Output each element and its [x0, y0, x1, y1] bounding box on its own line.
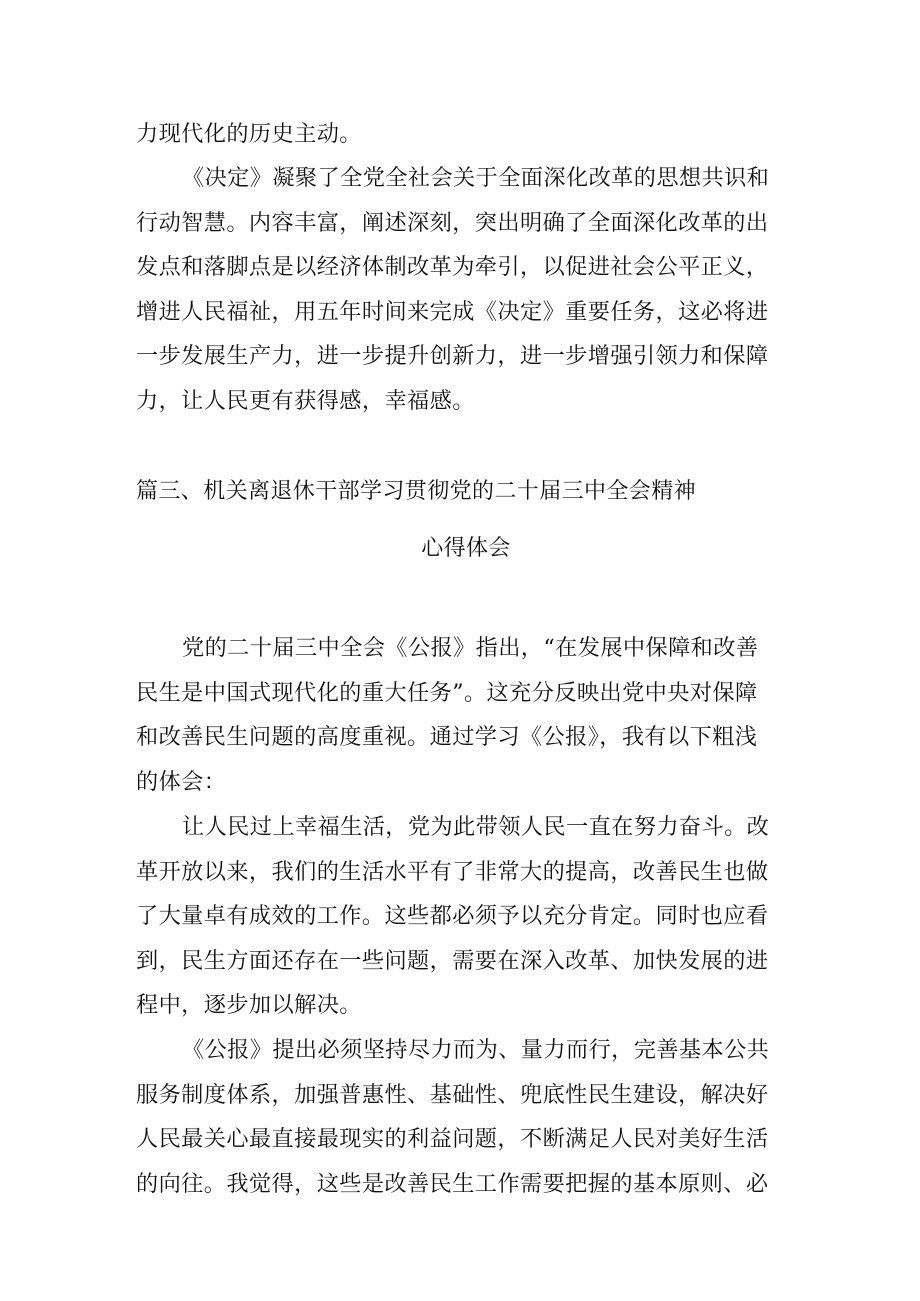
text-line: 到，民生方面还存在一些问题，需要在深入改革、加快发展的进	[136, 947, 769, 974]
text-line: 民生是中国式现代化的重大任务”。这充分反映出党中央对保障	[136, 679, 758, 706]
text-line: 革开放以来，我们的生活水平有了非常大的提高，改善民生也做	[136, 858, 769, 885]
continuation-paragraph	[136, 112, 796, 157]
paragraph-communique-intro	[136, 626, 796, 804]
text-line: 程中，逐步加以解决。	[136, 992, 362, 1019]
text-line: 党的二十届三中全会《公报》指出，“在发展中保障和改善	[182, 635, 759, 661]
section-heading-title: 篇三、机关离退休干部学习贯彻党的二十届三中全会精神	[136, 479, 697, 504]
paragraph-principles	[136, 1028, 796, 1206]
text-line: 行动智慧。内容丰富，阐述深刻，突出明确了全面深化改革的出	[136, 209, 769, 236]
text-line: 服务制度体系，加强普惠性、基础性、兜底性民生建设，解决好	[136, 1081, 769, 1108]
paragraph-happy-life	[136, 805, 796, 1028]
text-line: 《公报》提出必须坚持尽力而为、量力而行，完善基本公共	[182, 1037, 770, 1063]
text-line: 力，让人民更有获得感，幸福感。	[136, 387, 475, 414]
section-heading-subtitle: 心得体会	[421, 536, 511, 561]
text-line: 的体会：	[136, 768, 227, 795]
text-line: 《决定》凝聚了全党全社会关于全面深化改革的思想共识和	[182, 165, 770, 191]
text-line: 一步发展生产力，进一步提升创新力，进一步增强引领力和保障	[136, 343, 769, 370]
text-line: 和改善民生问题的高度重视。通过学习《公报》，我有以下粗浅	[136, 724, 758, 751]
text-line: 了大量卓有成效的工作。这些都必须予以充分肯定。同时也应看	[136, 903, 769, 930]
text-line: 让人民过上幸福生活，党为此带领人民一直在努力奋斗。改	[182, 814, 770, 840]
text-line: 人民最关心最直接最现实的利益问题，不断满足人民对美好生活	[136, 1126, 769, 1153]
paragraph-decision	[136, 156, 796, 424]
text-line: 发点和落脚点是以经济体制改革为牵引，以促进社会公平正义，	[136, 254, 769, 281]
text-line: 的向往。我觉得，这些是改善民生工作需要把握的基本原则、必	[136, 1170, 769, 1197]
text-line: 增进人民福祉，用五年时间来完成《决定》重要任务，这必将进	[136, 298, 769, 325]
text-line: 力现代化的历史主动。	[136, 121, 362, 147]
